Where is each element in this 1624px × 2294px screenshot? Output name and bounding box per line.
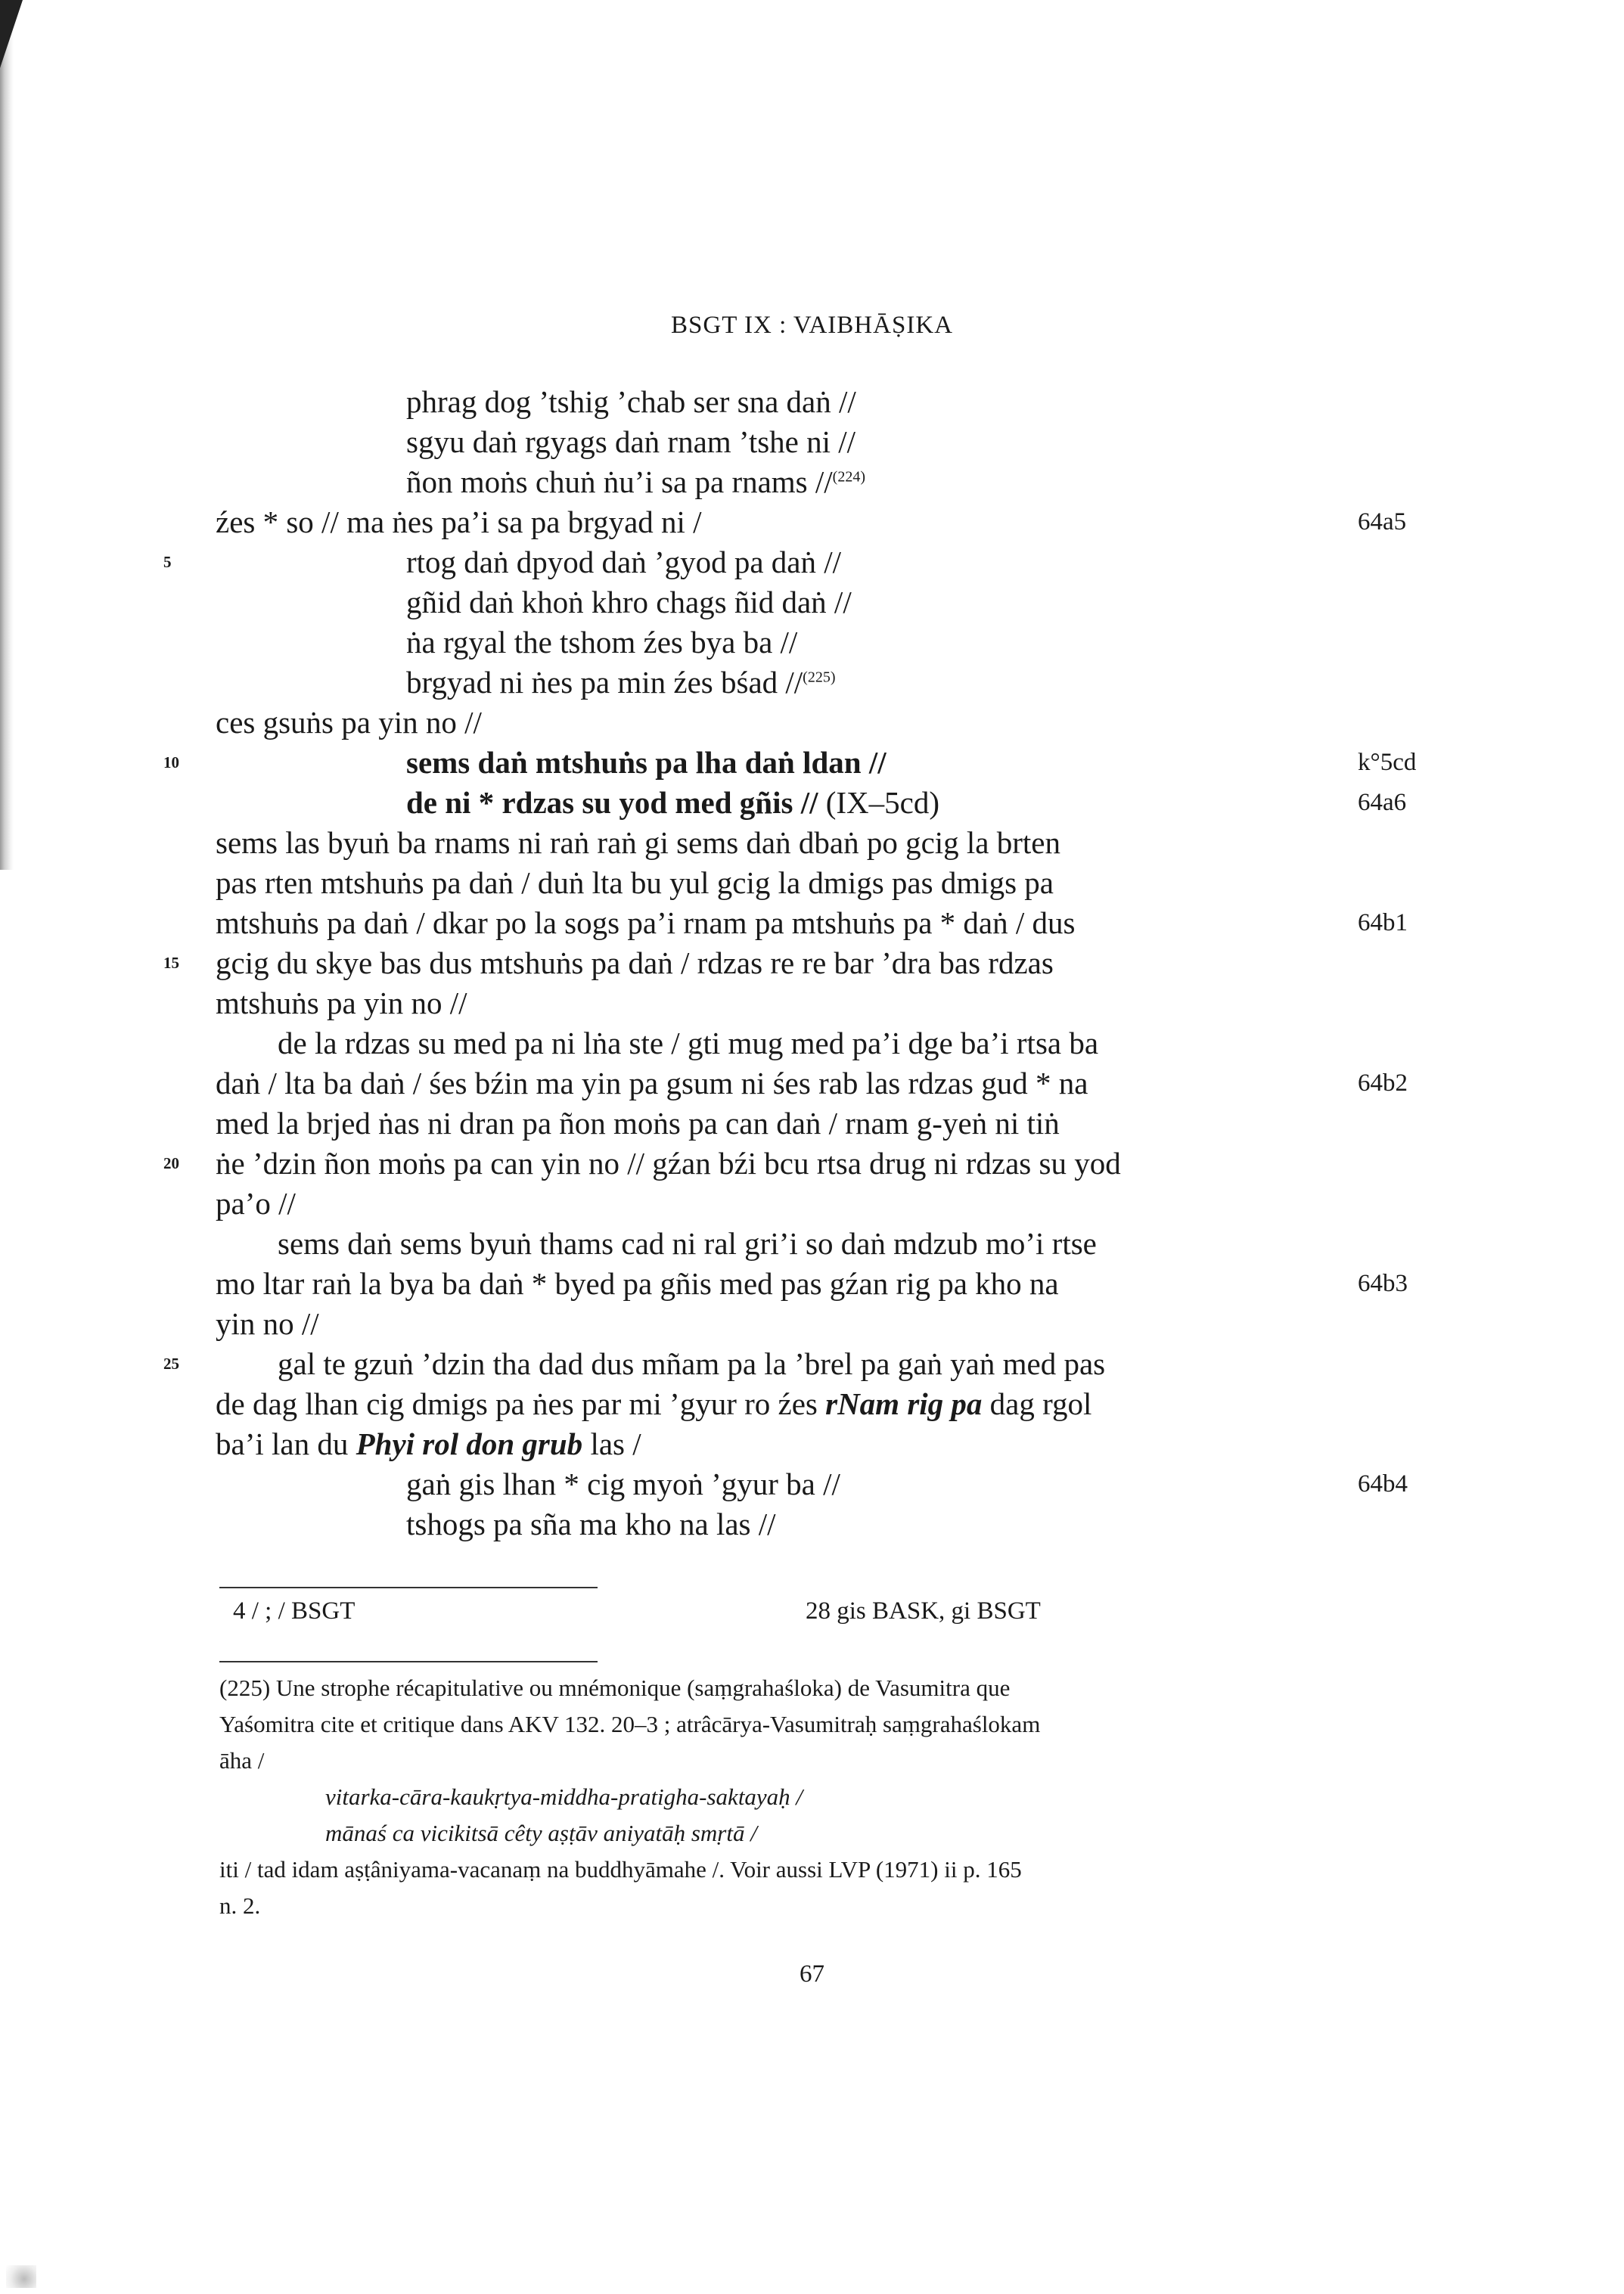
text-line (216, 1184, 296, 1223)
folio-reference: 64b4 (1358, 1470, 1408, 1498)
page-number: 67 (800, 1960, 824, 1988)
line-text: brgyad ni ṅes pa min źes bśad // (406, 665, 803, 700)
line-text: yin no // (216, 1306, 319, 1341)
footnote-rule (219, 1661, 598, 1662)
text-line (406, 783, 939, 822)
footnote-line: iti / tad idam aṣṭâniyama-vacanaṃ na buddhyāmahe /. Voir aussi LVP (1971) ii p. 165 (219, 1856, 1022, 1883)
line-text: mo ltar raṅ la bya ba daṅ * byed pa gñis med pas gźan rig pa kho na (216, 1266, 1059, 1301)
text-line (406, 462, 865, 501)
scan-speck (6, 2265, 36, 2288)
text-line (216, 1304, 319, 1343)
line-text: gaṅ gis lhan * cig myoṅ ’gyur ba // (406, 1467, 840, 1501)
footnote-225 (219, 1670, 1309, 1924)
text-line (216, 943, 1054, 982)
text-line (216, 703, 482, 742)
text-line (278, 1344, 1105, 1383)
scan-edge-shadow (0, 0, 14, 870)
line-text: mtshuṅs pa yin no // (216, 986, 467, 1020)
line-text-tail: las / (582, 1426, 641, 1461)
line-text: sems daṅ sems byuṅ thams cad ni ral gri’i so daṅ mdzub mo’i rtse (278, 1226, 1097, 1261)
text-line (216, 823, 1060, 862)
line-text: źes * so // ma ṅes pa’i sa pa brgyad ni / (216, 504, 702, 539)
text-line (216, 863, 1054, 902)
line-text: ñon moṅs chuṅ ṅu’i sa pa rnams // (406, 464, 833, 499)
text-line (406, 622, 797, 662)
text-line (406, 1464, 840, 1504)
text-line (406, 382, 856, 421)
line-text-tail: dag rgol (982, 1386, 1092, 1421)
running-header: BSGT IX : VAIBHĀṢIKA (671, 312, 953, 339)
apparatus-note-right: 28 gis BASK, gi BSGT (806, 1597, 1041, 1625)
text-line (216, 1264, 1059, 1303)
text-line (406, 422, 855, 461)
line-text: phrag dog ’tshig ’chab ser sna daṅ // (406, 384, 856, 419)
line-text: rtog daṅ dpyod daṅ ’gyod pa daṅ // (406, 545, 842, 579)
footnote-marker: (225) (803, 669, 836, 686)
text-line (216, 983, 467, 1023)
line-text: de dag lhan cig dmigs pa ṅes par mi ’gyur ro źes (216, 1386, 826, 1421)
line-number: 5 (163, 553, 172, 571)
text-line (216, 1384, 1091, 1423)
folio-reference: 64b3 (1358, 1270, 1408, 1297)
line-text: tshogs pa sña ma kho na las // (406, 1507, 776, 1541)
text-line (406, 743, 887, 782)
text-line (216, 903, 1075, 942)
text-line (406, 582, 852, 622)
line-text-tail: (IX–5cd) (818, 785, 940, 820)
work-title: Phyi rol don grub (356, 1426, 583, 1461)
footnote-verse-line: vitarka-cāra-kaukṛtya-middha-pratigha-saktayaḥ / (325, 1783, 803, 1810)
folio-reference: k°5cd (1358, 749, 1417, 776)
line-text: daṅ / lta ba daṅ / śes bźin ma yin pa gsum ni śes rab las rdzas gud * na (216, 1066, 1088, 1100)
line-text: sems daṅ mtshuṅs pa lha daṅ ldan // (406, 745, 887, 780)
footnote-verse-line: mānaś ca vicikitsā cêty aṣṭāv aniyatāḥ smṛtā / (325, 1820, 757, 1846)
line-number: 10 (163, 753, 179, 771)
text-line (216, 1104, 1060, 1143)
footnote-line: Yaśomitra cite et critique dans AKV 132. 20–3 ; atrâcārya-Vasumitraḥ saṃgrahaślokam (219, 1711, 1041, 1737)
footnote-marker: (224) (832, 468, 865, 486)
line-text: ṅe ’dzin ñon moṅs pa can yin no // gźan bźi bcu rtsa drug ni rdzas su yod (216, 1146, 1121, 1181)
work-title: rNam rig pa (825, 1386, 983, 1421)
line-text: de ni * rdzas su yod med gñis // (406, 785, 818, 820)
line-text: gal te gzuṅ ’dzin tha dad dus mñam pa la ’brel pa gaṅ yaṅ med pas (278, 1346, 1106, 1381)
line-text: gcig du skye bas dus mtshuṅs pa daṅ / rdzas re re bar ’dra bas rdzas (216, 945, 1054, 980)
text-line (216, 502, 702, 542)
line-text: sgyu daṅ rgyags daṅ rnam ’tshe ni // (406, 424, 856, 459)
line-number: 15 (163, 954, 179, 972)
line-text: de la rdzas su med pa ni lṅa ste / gti mug med pa’i dge ba’i rtsa ba (278, 1026, 1099, 1060)
text-line (216, 1063, 1088, 1103)
folio-reference: 64b1 (1358, 909, 1408, 936)
line-text: pas rten mtshuṅs pa daṅ / duṅ lta bu yul gcig la dmigs pas dmigs pa (216, 865, 1054, 900)
text-line (278, 1023, 1098, 1063)
apparatus-note-left: 4 / ; / BSGT (233, 1597, 356, 1625)
line-text: gñid daṅ khoṅ khro chags ñid daṅ // (406, 585, 852, 619)
text-line (278, 1224, 1097, 1263)
folio-reference: 64a5 (1358, 508, 1407, 535)
text-line (216, 1424, 641, 1464)
footnote-line: (225) Une strophe récapitulative ou mnémonique (saṃgrahaśloka) de Vasumitra que (219, 1675, 1011, 1701)
folio-reference: 64b2 (1358, 1069, 1408, 1097)
line-text: sems las byuṅ ba rnams ni raṅ raṅ gi sems daṅ dbaṅ po gcig la brten (216, 825, 1060, 860)
line-text: ṅa rgyal the tshom źes bya ba // (406, 625, 798, 660)
line-text: med la brjed ṅas ni dran pa ñon moṅs pa can daṅ / rnam g-yeṅ ni tiṅ (216, 1106, 1060, 1141)
line-text: ba’i lan du (216, 1426, 356, 1461)
footnote-line: āha / (219, 1747, 265, 1774)
scan-corner-mark (0, 0, 23, 68)
folio-reference: 64a6 (1358, 789, 1407, 816)
text-line (406, 1504, 776, 1544)
apparatus-rule (219, 1587, 598, 1588)
text-line (216, 1144, 1121, 1183)
line-number: 25 (163, 1355, 179, 1373)
line-text: pa’o // (216, 1186, 296, 1221)
line-text: mtshuṅs pa daṅ / dkar po la sogs pa’i rnam pa mtshuṅs pa * daṅ / dus (216, 905, 1076, 940)
text-line (406, 663, 836, 702)
line-number: 20 (163, 1154, 179, 1172)
footnote-line: n. 2. (219, 1892, 261, 1919)
text-line (406, 542, 841, 582)
line-text: ces gsuṅs pa yin no // (216, 705, 482, 740)
